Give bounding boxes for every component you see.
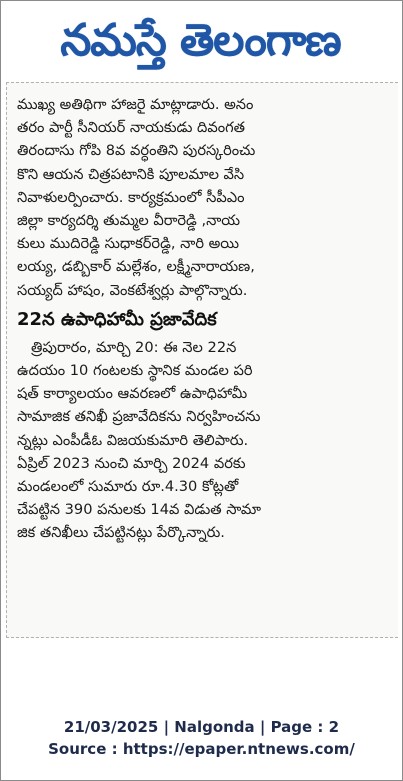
masthead-title: నమస్తే తెలంగాణ [60,15,341,66]
source-line: Source : https://epaper.ntnews.com/ [48,740,355,758]
article-paragraph-1 [17,93,392,302]
text-line: తరం పార్టీ సీనియర్ నాయకుడు దివంగత [17,119,245,137]
text-line: కొని ఆయన చిత్రపటానికి పూలమాల వేసి [17,165,245,183]
text-line: కులు ముదిరెడ్డి సుధాకర్‌రెడ్డి, నారి అయి [17,235,240,253]
article-clipping [6,82,398,638]
article-paragraph-2 [17,336,392,545]
article-headline: 22న ఉపాధిహామీ ప్రజావేదిక [17,308,217,330]
text-line: జిల్లా కార్యదర్శి తుమ్మల వీరారెడ్డి ,నాయ [17,212,241,230]
text-line: జిక తనిఖీలు చేపట్టినట్లు పేర్కొన్నారు. [17,524,225,542]
text-line: త్రిపురారం, మార్చి 20: ఈ నెల 22న [31,338,237,356]
text-line: తిరందాసు గోపి 8వ వర్ధంతిని పురస్కరించు [17,142,256,160]
article-body [17,93,392,545]
page-footer [0,716,403,760]
text-line: చేపట్టిన 390 పనులకు 14వ విడుత సామా [17,501,261,519]
date-edition-line: 21/03/2025 | Nalgonda | Page : 2 [63,718,340,736]
text-line: సామాజిక తనిఖీ ప్రజావేదికను నిర్వహించను [17,408,261,426]
text-line: సయ్యద్ హాషం, వెంకటేశ్వర్లు పాల్గొన్నారు. [17,281,248,299]
text-line: ఏప్రిల్ 2023 నుంచి మార్చి 2024 వరకు [17,454,246,472]
text-line: షత్ కార్యాలయం ఆవరణలో ఉపాధిహామీ [17,385,248,403]
text-line: న్నట్లు ఎంపీడీఓ విజయకుమారి తెలిపారు. [17,431,249,449]
text-line: మండలంలో సుమారు రూ.4.30 కోట్లతో [17,478,239,496]
text-line: నివాళులర్పించారు. కార్యక్రమంలో సీపీఎం [17,188,245,206]
text-line: ముఖ్య అతిథిగా హాజరై మాట్లాడారు. అనం [17,96,254,113]
text-line: ఉదయం 10 గంటలకు స్థానిక మండల పరి [17,362,253,380]
text-line: లయ్య, డబ్బికార్ మల్లేశం, లక్ష్మీనారాయణ, [17,258,255,276]
newspaper-masthead [6,6,395,76]
